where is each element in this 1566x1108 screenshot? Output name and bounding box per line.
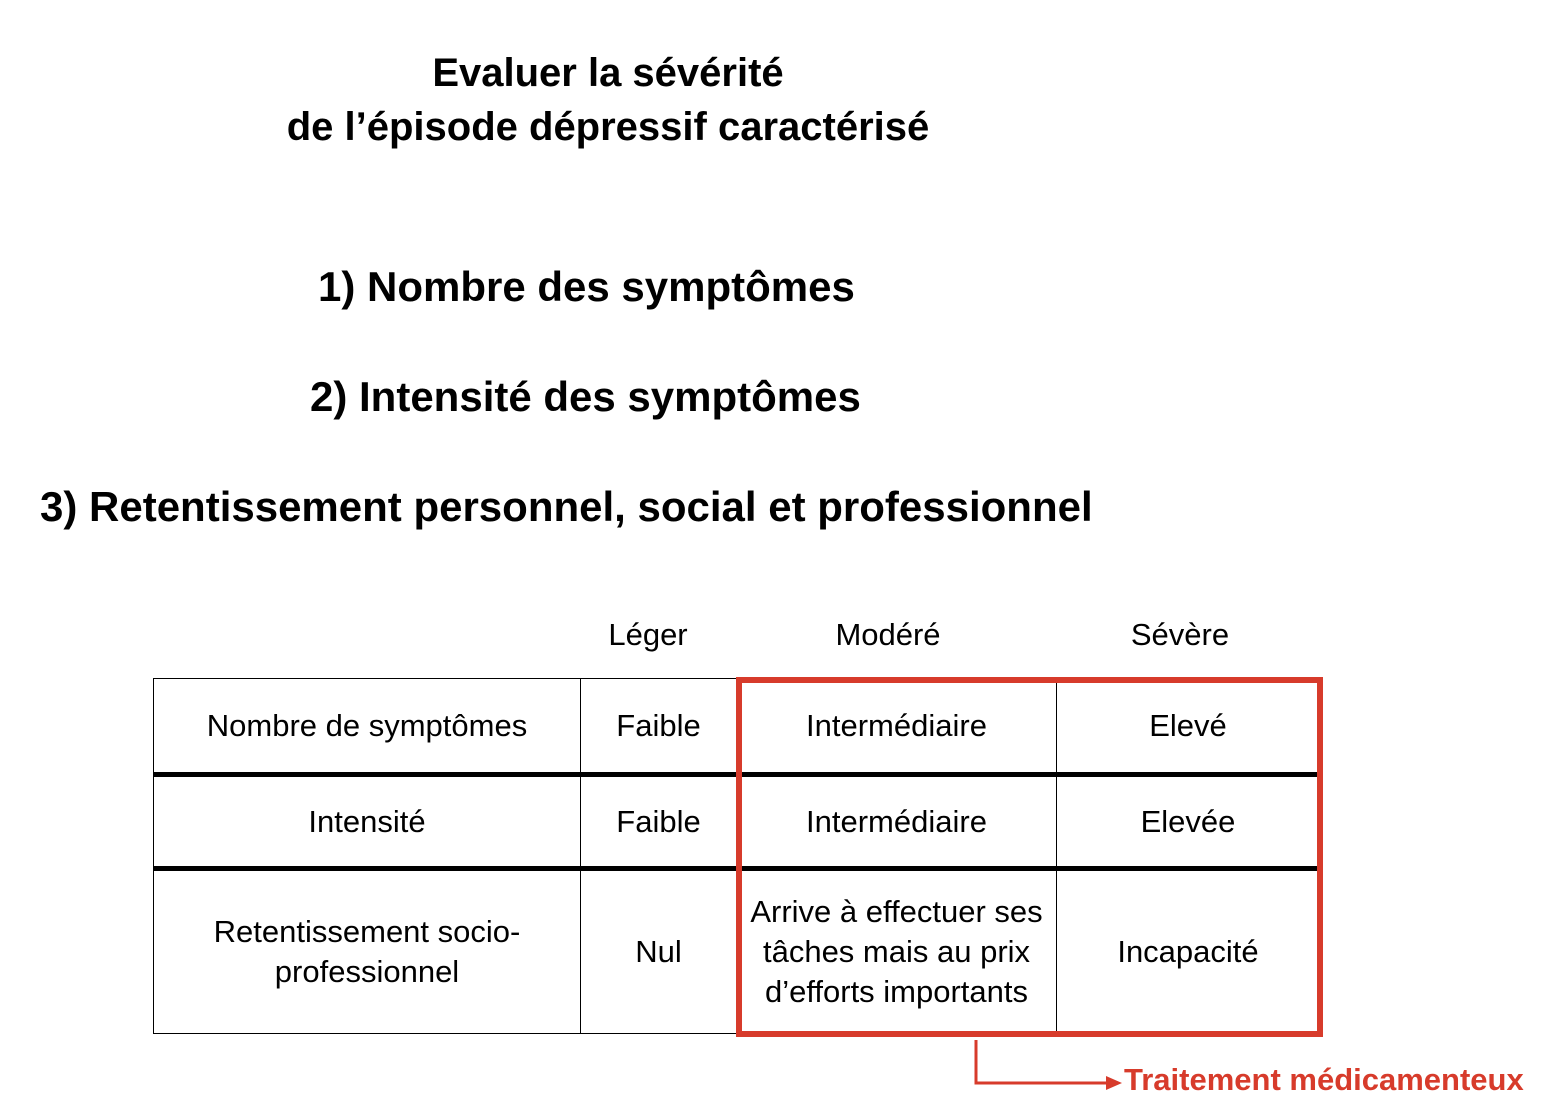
arrow-right-icon bbox=[960, 1036, 1130, 1096]
column-header-leger: Léger bbox=[608, 617, 688, 652]
column-header-severe: Sévère bbox=[1130, 617, 1230, 652]
criterion-number-of-symptoms: 1) Nombre des symptômes bbox=[318, 263, 855, 310]
cell-retentissement-modere: Arrive à effectuer ses tâches mais au prix d’efforts importants bbox=[750, 894, 1043, 1009]
cell-intensite-severe: Elevée bbox=[1140, 803, 1236, 839]
criterion-intensity: 2) Intensité des symptômes bbox=[310, 373, 861, 420]
page-title-line-2: de l’épisode dépressif caractérisé bbox=[286, 105, 930, 149]
cell-nombre-leger: Faible bbox=[616, 707, 701, 743]
treatment-label: Traitement médicamenteux bbox=[1124, 1062, 1524, 1097]
cell-retentissement-leger: Nul bbox=[635, 934, 682, 969]
row-label-retentissement: Retentissement socio-professionnel bbox=[213, 914, 521, 989]
criterion-impact: 3) Retentissement personnel, social et professionnel bbox=[40, 483, 1093, 530]
column-header-modere: Modéré bbox=[835, 617, 941, 652]
row-label-nombre: Nombre de symptômes bbox=[206, 707, 528, 743]
page-title-line-1: Evaluer la sévérité bbox=[432, 51, 784, 95]
row-label-intensite: Intensité bbox=[308, 803, 426, 839]
cell-retentissement-severe: Incapacité bbox=[1117, 934, 1259, 969]
severity-table bbox=[153, 678, 1319, 1034]
cell-nombre-severe: Elevé bbox=[1149, 707, 1227, 743]
cell-intensite-modere: Intermédiaire bbox=[806, 803, 987, 839]
cell-nombre-modere: Intermédiaire bbox=[806, 707, 987, 743]
cell-intensite-leger: Faible bbox=[616, 803, 701, 839]
